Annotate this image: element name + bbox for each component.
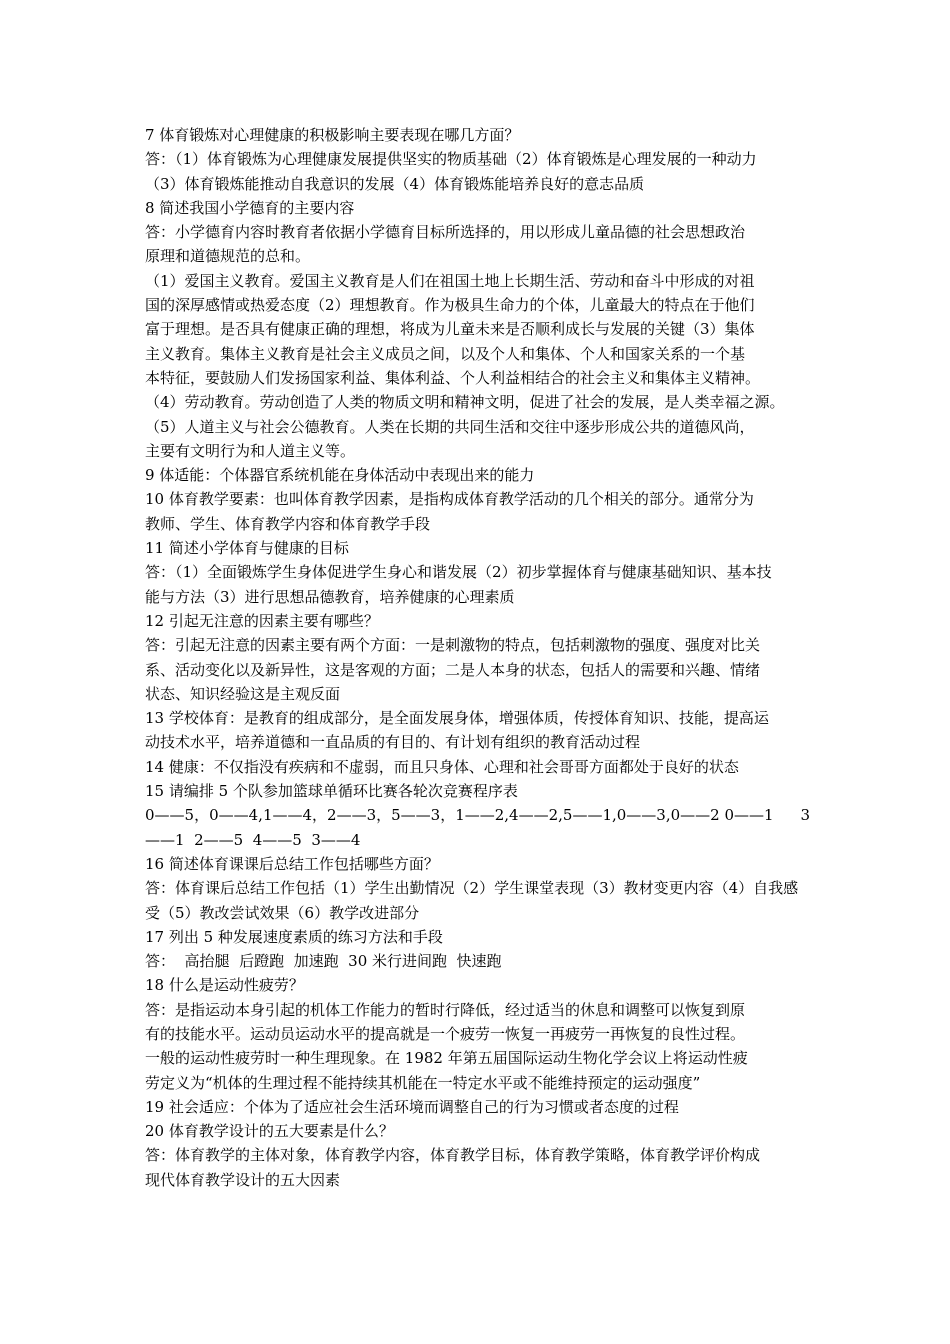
text-line: 现代体育教学设计的五大因素 [145,1170,341,1189]
text-line: 答：（1）全面锻炼学生身体促进学生身心和谐发展（2）初步掌握体育与健康基础知识、基本技 [145,563,772,582]
text-line: （5）人道主义与社会公德教育。人类在长期的共同生活和交往中逐步形成公共的道德风尚， [145,417,755,436]
text-line: 答：小学德育内容时教育者依据小学德育目标所选择的，用以形成儿童品德的社会思想政治 [145,223,746,242]
text-line: 系、活动变化以及新异性，这是客观的方面；二是人本身的状态，包括人的需要和兴趣、情绪 [145,660,761,679]
text-line: 答：体育教学的主体对象，体育教学内容，体育教学目标，体育教学策略，体育教学评价构成 [145,1146,761,1165]
text-line: 20 体育教学设计的五大要素是什么？ [145,1122,394,1141]
document-body [145,123,810,1192]
text-line: 主要有文明行为和人道主义等。 [145,441,356,460]
text-line: 答：引起无注意的因素主要有两个方面：一是刺激物的特点，包括刺激物的强度、强度对比关 [145,636,761,655]
text-line: 11 简述小学体育与健康的目标 [145,539,349,558]
text-line: 10 体育教学要素：也叫体育教学因素，是指构成体育教学活动的几个相关的部分。通常分为 [145,490,754,509]
text-line: （3）体育锻炼能推动自我意识的发展（4）体育锻炼能培养良好的意志品质 [145,174,645,193]
text-line: 教师、学生、体育教学内容和体育教学手段 [145,514,431,533]
text-line: 17 列出 5 种发展速度素质的练习方法和手段 [145,927,443,946]
text-line: 一般的运动性疲劳时一种生理现象。在 1982 年第五届国际运动生物化学会议上将运动性疲 [145,1049,748,1068]
text-line: 7 体育锻炼对心理健康的积极影响主要表现在哪几方面？ [145,126,520,144]
text-line: 富于理想。是否具有健康正确的理想，将成为儿童未来是否顺利成长与发展的关键（3）集体 [145,320,755,339]
text-line: 8 简述我国小学德育的主要内容 [145,198,355,217]
text-line: 国的深厚感情或热爱态度（2）理想教育。作为极具生命力的个体，儿童最大的特点在于他们 [145,296,755,315]
text-line: 原理和道德规范的总和。 [145,247,311,266]
text-line: 9 体适能：个体器官系统机能在身体活动中表现出来的能力 [145,466,535,485]
text-line: 劳定义为“机体的生理过程不能持续其机能在一特定水平或不能维持预定的运动强度” [145,1073,701,1092]
text-line: 12 引起无注意的因素主要有哪些？ [145,611,379,630]
text-line: （1）爱国主义教育。爱国主义教育是人们在祖国土地上长期生活、劳动和奋斗中形成的对祖 [145,271,755,290]
text-line: 受（5）教改尝试效果（6）教学改进部分 [145,903,420,922]
text-line: 答：是指运动本身引起的机体工作能力的暂时行降低，经过适当的休息和调整可以恢复到原 [145,1000,746,1019]
text-line: 答： 高抬腿 后蹬跑 加速跑 30 米行进间跑 快速跑 [145,952,502,971]
text-line: ——1 2——5 4——5 3——4 [145,830,361,849]
text-line: 能与方法（3）进行思想品德教育，培养健康的心理素质 [145,587,515,606]
text-line: 18 什么是运动性疲劳？ [145,976,304,995]
text-line: 13 学校体育：是教育的组成部分，是全面发展身体，增强体质，传授体育知识、技能，提高运 [145,709,769,728]
text-line: 16 简述体育课课后总结工作包括哪些方面？ [145,854,439,873]
text-line: 动技术水平，培养道德和一直品质的有目的、有计划有组织的教育活动过程 [145,733,641,752]
text-line: 答：（1）体育锻炼为心理健康发展提供坚实的物质基础（2）体育锻炼是心理发展的一种动力 [145,150,757,169]
schedule-line [145,803,810,827]
text-line: 答：体育课后总结工作包括（1）学生出勤情况（2）学生课堂表现（3）教材变更内容（4）自我感 [145,879,799,898]
text-line: 14 健康：不仅指没有疾病和不虚弱，而且只身体、心理和社会哥哥方面都处于良好的状态 [145,757,739,776]
schedule-text-a: 0——5，0——4,1——4，2——3，5——3，1——2,4——2,5——1,0——3,0——2 0——1 [145,806,774,825]
text-line: 15 请编排 5 个队参加篮球单循环比赛各轮次竞赛程序表 [145,782,518,801]
text-line: （4）劳动教育。劳动创造了人类的物质文明和精神文明，促进了社会的发展，是人类幸福之源。 [145,393,785,412]
text-line: 状态、知识经验这是主观反面 [145,684,341,703]
text-line: 本特征，要鼓励人们发扬国家利益、集体利益、个人利益相结合的社会主义和集体主义精神。 [145,368,761,387]
text-line: 主义教育。集体主义教育是社会主义成员之间，以及个人和集体、个人和国家关系的一个基 [145,344,746,363]
text-line: 有的技能水平。运动员运动水平的提高就是一个疲劳一恢复一再疲劳一再恢复的良性过程。 [145,1024,746,1043]
text-line: 19 社会适应：个体为了适应社会生活环境而调整自己的行为习惯或者态度的过程 [145,1097,679,1116]
schedule-text-b: 3 [800,806,810,825]
